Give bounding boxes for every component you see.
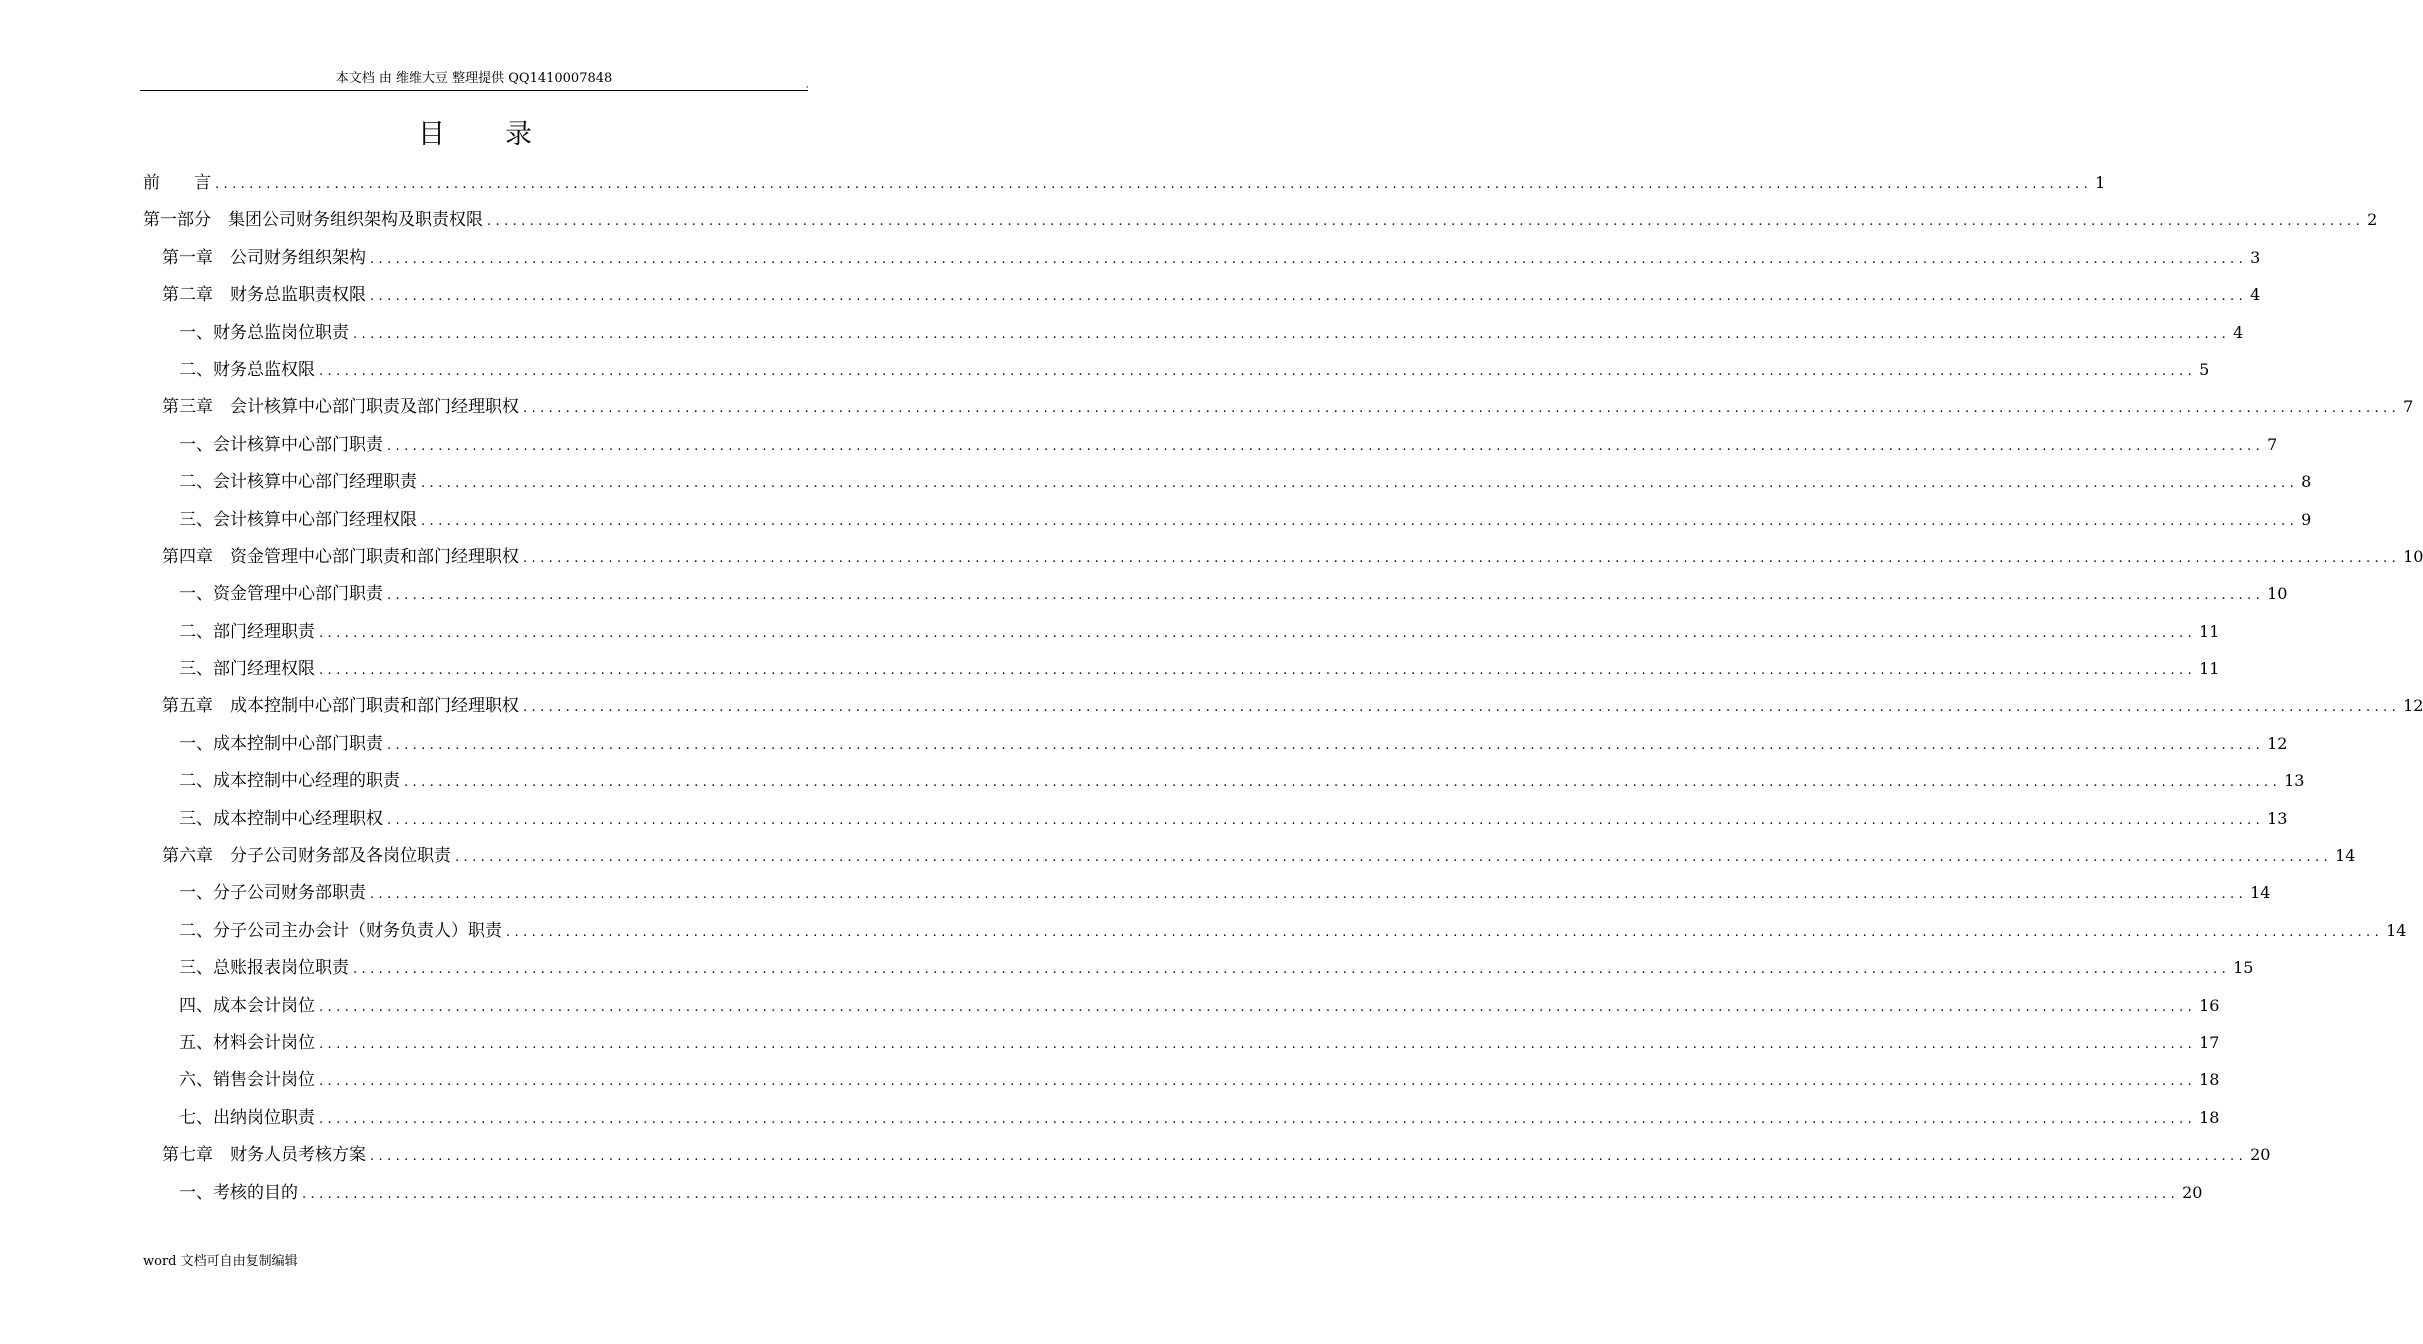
toc-dot-leader: ............................................................................................................................................................................................................................	[353, 962, 2231, 978]
toc-entry-label: 三、总账报表岗位职责	[179, 958, 349, 979]
toc-dot-leader: ............................................................................................................................................................................................................................	[523, 401, 2401, 417]
toc-entry[interactable]	[143, 1061, 2220, 1098]
toc-entry[interactable]	[143, 463, 2312, 500]
toc-entry-page-number: 18	[2199, 1107, 2220, 1127]
toc-dot-leader: ............................................................................................................................................................................................................................	[370, 289, 2248, 305]
toc-entry[interactable]	[143, 426, 2278, 463]
toc-entry[interactable]	[143, 874, 2271, 911]
toc-entry-label: 一、资金管理中心部门职责	[179, 584, 383, 605]
toc-dot-leader: ............................................................................................................................................................................................................................	[319, 1111, 2197, 1127]
header-text: 本文档 由 维维大豆 整理提供 QQ1410007848	[335, 71, 613, 86]
toc-dot-leader: ............................................................................................................................................................................................................................	[387, 438, 2265, 454]
toc-dot-leader: ............................................................................................................................................................................................................................	[523, 700, 2401, 716]
toc-entry-page-number: 15	[2233, 958, 2254, 978]
toc-entry-page-number: 14	[2335, 846, 2356, 866]
toc-entry-label: 二、成本控制中心经理的职责	[179, 771, 400, 792]
toc-entry-label: 一、考核的目的	[179, 1182, 298, 1203]
toc-dot-leader: ............................................................................................................................................................................................................................	[353, 326, 2231, 342]
toc-entry-page-number: 1	[2095, 173, 2106, 192]
toc-entry[interactable]	[143, 239, 2261, 276]
toc-entry-label: 三、会计核算中心部门经理权限	[179, 509, 417, 530]
toc-entry[interactable]	[143, 501, 2312, 538]
toc-entry[interactable]	[143, 201, 2378, 238]
toc-dot-leader: ............................................................................................................................................................................................................................	[319, 1036, 2197, 1052]
toc-dot-leader: ............................................................................................................................................................................................................................	[387, 588, 2265, 604]
toc-entry-page-number: 11	[2199, 621, 2220, 641]
toc-entry[interactable]	[143, 1099, 2220, 1136]
toc-entry-page-number: 20	[2250, 1145, 2271, 1165]
toc-dot-leader: ............................................................................................................................................................................................................................	[387, 812, 2265, 828]
toc-entry[interactable]	[143, 314, 2244, 351]
table-of-contents	[143, 164, 2423, 1211]
toc-entry-page-number: 18	[2199, 1070, 2220, 1090]
toc-entry[interactable]	[143, 276, 2261, 313]
toc-entry-label: 二、会计核算中心部门经理职责	[179, 472, 417, 493]
toc-entry-label: 一、分子公司财务部职责	[179, 883, 366, 904]
toc-entry-page-number: 9	[2301, 509, 2312, 529]
toc-entry-page-number: 11	[2199, 659, 2220, 679]
toc-entry-page-number: 12	[2267, 733, 2288, 753]
page-footer: word 文档可自由复制编辑	[143, 1254, 298, 1269]
toc-entry-label: 第二章 财务总监职责权限	[162, 285, 366, 306]
toc-dot-leader: ............................................................................................................................................................................................................................	[215, 177, 2093, 192]
toc-entry-page-number: 17	[2199, 1032, 2220, 1052]
toc-entry[interactable]	[143, 538, 2423, 575]
toc-dot-leader: ............................................................................................................................................................................................................................	[523, 550, 2401, 566]
toc-entry-label: 第七章 财务人员考核方案	[162, 1145, 366, 1166]
toc-entry-page-number: 5	[2199, 359, 2210, 379]
toc-entry-label: 第四章 资金管理中心部门职责和部门经理职权	[162, 546, 519, 567]
toc-entry-page-number: 13	[2267, 808, 2288, 828]
toc-dot-leader: ............................................................................................................................................................................................................................	[319, 999, 2197, 1015]
toc-entry-page-number: 4	[2250, 285, 2261, 305]
toc-entry-label: 前 言	[143, 173, 211, 193]
toc-entry[interactable]	[143, 762, 2305, 799]
toc-entry[interactable]	[143, 687, 2423, 724]
toc-entry[interactable]	[143, 987, 2220, 1024]
page-header	[140, 70, 808, 91]
toc-entry[interactable]	[143, 1136, 2271, 1173]
toc-dot-leader: ............................................................................................................................................................................................................................	[421, 513, 2299, 529]
toc-entry-page-number: 2	[2367, 210, 2378, 230]
toc-title: 目录	[418, 119, 592, 150]
toc-entry-label: 二、分子公司主办会计（财务负责人）职责	[179, 920, 502, 941]
toc-entry-label: 六、销售会计岗位	[179, 1070, 315, 1091]
toc-entry-page-number: 12	[2403, 696, 2423, 716]
toc-entry-page-number: 10	[2403, 546, 2423, 566]
toc-entry[interactable]	[143, 725, 2288, 762]
toc-entry-page-number: 7	[2403, 397, 2414, 417]
toc-entry-label: 第六章 分子公司财务部及各岗位职责	[162, 846, 451, 867]
toc-dot-leader: ............................................................................................................................................................................................................................	[421, 476, 2299, 492]
toc-entry-page-number: 20	[2182, 1182, 2203, 1202]
toc-entry[interactable]	[143, 388, 2414, 425]
toc-entry[interactable]	[143, 351, 2210, 388]
toc-dot-leader: ............................................................................................................................................................................................................................	[302, 1186, 2180, 1202]
toc-dot-leader: ............................................................................................................................................................................................................................	[387, 737, 2265, 753]
toc-entry-label: 一、财务总监岗位职责	[179, 322, 349, 343]
toc-dot-leader: ............................................................................................................................................................................................................................	[319, 363, 2197, 379]
toc-entry[interactable]	[143, 613, 2220, 650]
toc-entry-page-number: 7	[2267, 434, 2278, 454]
toc-entry[interactable]	[143, 650, 2220, 687]
toc-entry-label: 七、出纳岗位职责	[179, 1107, 315, 1128]
toc-entry[interactable]	[143, 837, 2356, 874]
toc-entry[interactable]	[143, 1024, 2220, 1061]
toc-entry-page-number: 16	[2199, 995, 2220, 1015]
toc-entry-label: 二、财务总监权限	[179, 359, 315, 380]
toc-entry-page-number: 8	[2301, 472, 2312, 492]
toc-entry-label: 第一章 公司财务组织架构	[162, 247, 366, 268]
toc-dot-leader: ............................................................................................................................................................................................................................	[506, 924, 2384, 940]
toc-entry-page-number: 14	[2386, 920, 2407, 940]
toc-entry[interactable]	[143, 800, 2288, 837]
toc-entry-page-number: 13	[2284, 771, 2305, 791]
toc-entry-label: 五、材料会计岗位	[179, 1032, 315, 1053]
toc-dot-leader: ............................................................................................................................................................................................................................	[455, 850, 2333, 866]
header-mark: ,	[806, 80, 809, 89]
toc-dot-leader: ............................................................................................................................................................................................................................	[319, 1074, 2197, 1090]
toc-entry-page-number: 10	[2267, 584, 2288, 604]
toc-entry-label: 二、部门经理职责	[179, 621, 315, 642]
toc-entry-label: 第三章 会计核算中心部门职责及部门经理职权	[162, 397, 519, 418]
toc-dot-leader: ............................................................................................................................................................................................................................	[370, 251, 2248, 267]
toc-dot-leader: ............................................................................................................................................................................................................................	[370, 887, 2248, 903]
toc-entry-label: 一、会计核算中心部门职责	[179, 434, 383, 455]
toc-dot-leader: ............................................................................................................................................................................................................................	[404, 775, 2282, 791]
toc-entry[interactable]	[143, 1174, 2203, 1211]
toc-entry[interactable]	[143, 575, 2288, 612]
toc-dot-leader: ............................................................................................................................................................................................................................	[370, 1149, 2248, 1165]
toc-entry[interactable]	[143, 912, 2407, 949]
toc-entry-page-number: 14	[2250, 883, 2271, 903]
toc-entry-label: 三、成本控制中心经理职权	[179, 808, 383, 829]
toc-entry[interactable]	[143, 164, 2106, 201]
toc-dot-leader: ............................................................................................................................................................................................................................	[319, 663, 2197, 679]
toc-entry-label: 四、成本会计岗位	[179, 995, 315, 1016]
toc-dot-leader: ............................................................................................................................................................................................................................	[487, 214, 2365, 230]
toc-entry-page-number: 3	[2250, 247, 2261, 267]
toc-entry-label: 第五章 成本控制中心部门职责和部门经理职权	[162, 696, 519, 717]
toc-entry-label: 第一部分 集团公司财务组织架构及职责权限	[143, 210, 483, 231]
toc-entry-label: 三、部门经理权限	[179, 659, 315, 680]
toc-entry[interactable]	[143, 949, 2254, 986]
toc-entry-label: 一、成本控制中心部门职责	[179, 733, 383, 754]
toc-dot-leader: ............................................................................................................................................................................................................................	[319, 625, 2197, 641]
toc-entry-page-number: 4	[2233, 322, 2244, 342]
